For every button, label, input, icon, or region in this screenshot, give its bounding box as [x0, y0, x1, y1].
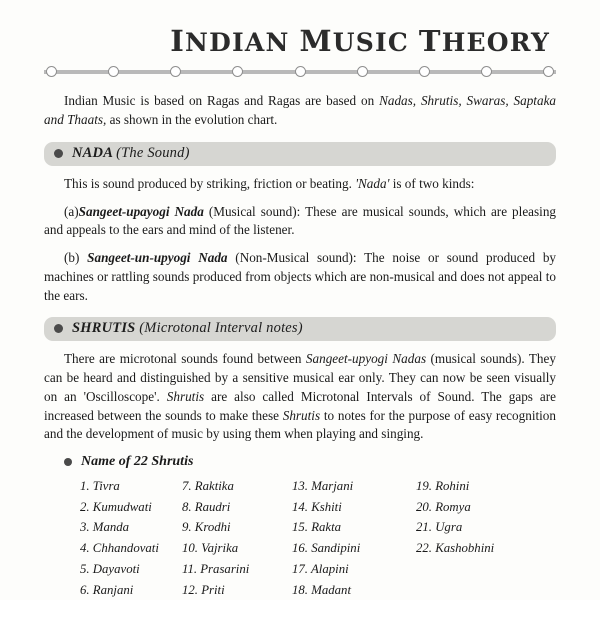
- bullet-icon: [54, 324, 63, 333]
- list-item: 11. Prasarini: [182, 561, 250, 576]
- title-block: [44, 26, 556, 56]
- rule-dot: [232, 66, 243, 77]
- nada-b-rest: (Non-Musical sound): The noise or sound produced by machines or rattling sounds produced from objects which are non-musical and does not appeal to the ears.: [44, 250, 557, 303]
- rule-dot: [357, 66, 368, 77]
- subheading-text: Name of 22 Shrutis: [81, 453, 194, 469]
- nada-heading-sub: (The Sound): [116, 144, 190, 161]
- intro-italic-2: Swaras, Saptaka and Thaats,: [44, 93, 557, 128]
- rule-dot: [419, 66, 430, 77]
- list-item: 1. Tivra: [80, 478, 120, 493]
- subheading-name-of-22-shrutis: [64, 454, 556, 470]
- shrutis-heading-main: SHRUTIS: [72, 320, 136, 337]
- rule-dot: [46, 66, 57, 77]
- intro-italic-1: Nadas, Shrutis,: [379, 93, 462, 109]
- shrutis-column-3: [292, 476, 410, 600]
- section-heading-nada: [44, 142, 556, 166]
- title-word-1: NDIAN: [185, 28, 290, 57]
- list-item: 2. Kumudwati: [80, 499, 152, 514]
- shrutis-paragraph: There are microtonal sounds found between Sangeet-upyogi Nadas (musical sounds). They can be heard and distinguished by a sensitive musical ear only. They can now be seen visually on an 'Oscilloscope'. Shrutis are also called Microtonal Intervals of Sound. The gaps are increased between the sounds to make these Shrutis to notes for the purpose of easy recognition and the development of music by using them when playing and singing.: [44, 351, 556, 442]
- rule-dot: [170, 66, 181, 77]
- nada-b-label: (b): [64, 250, 80, 266]
- list-item: 16. Sandipini: [292, 541, 361, 556]
- list-item: 9. Krodhi: [182, 520, 231, 535]
- list-item: 13. Marjani: [292, 478, 354, 493]
- title-word-2: USIC: [332, 28, 409, 57]
- shrutis-heading-sub: (Microtonal Interval notes): [139, 320, 303, 337]
- nada-intro-paragraph: This is sound produced by striking, friction or beating. 'Nada' is of two kinds:: [64, 175, 475, 191]
- nada-heading-main: NADA: [72, 144, 113, 161]
- shrutis-column-2: [182, 476, 286, 600]
- nada-item-a: [44, 203, 556, 240]
- rule-dots: [44, 65, 556, 78]
- shrutis-column-1: [80, 476, 176, 600]
- list-item: 19. Rohini: [416, 478, 470, 493]
- list-item: 8. Raudri: [182, 499, 231, 514]
- list-item: 10. Vajrika: [182, 541, 239, 556]
- list-item: 15. Rakta: [292, 520, 342, 535]
- rule-dot: [481, 66, 492, 77]
- bullet-icon: [54, 149, 63, 158]
- shrutis-list: [80, 476, 556, 600]
- list-item: 20. Romya: [416, 499, 471, 514]
- list-item: 3. Manda: [80, 520, 130, 535]
- section-heading-shrutis-text: [72, 320, 303, 337]
- decorative-rule: [44, 65, 556, 78]
- intro-paragraph: Indian Music is based on Ragas and Ragas are based on Nadas, Shrutis, Swaras, Saptaka and Thaats, as shown in the evolution chart.: [44, 93, 557, 128]
- section-heading-shrutis: [44, 317, 556, 341]
- bullet-icon: [64, 458, 72, 466]
- rule-dot: [543, 66, 554, 77]
- nada-item-b: [44, 249, 556, 305]
- page-title: INDIAN MUSIC THEORY: [170, 24, 550, 58]
- shrutis-column-4: [416, 476, 536, 600]
- list-item: 5. Dayavoti: [80, 561, 140, 576]
- list-item: 6. Ranjani: [80, 582, 134, 597]
- list-item: 18. Madant: [292, 582, 352, 597]
- list-item: 12. Priti: [182, 582, 225, 597]
- rule-dot: [108, 66, 119, 77]
- nada-b-term: Sangeet-un-upyogi Nada: [87, 250, 228, 266]
- list-item: 14. Kshiti: [292, 499, 342, 514]
- rule-dot: [295, 66, 306, 77]
- nada-a-rest: (Musical sound): These are musical sounds, which are pleasing and appeals to the ears and mind of the listener.: [44, 203, 557, 238]
- list-item: 4. Chhandovati: [80, 541, 159, 556]
- list-item: 7. Raktika: [182, 478, 234, 493]
- title-word-3: HEORY: [441, 28, 550, 57]
- list-item: 17. Alapini: [292, 561, 349, 576]
- nada-a-label: (a): [64, 203, 79, 219]
- nada-a-term: Sangeet-upayogi Nada: [78, 203, 204, 219]
- section-heading-nada-text: [72, 145, 190, 162]
- list-item: 21. Ugra: [416, 520, 463, 535]
- list-item: 22. Kashobhini: [416, 541, 495, 556]
